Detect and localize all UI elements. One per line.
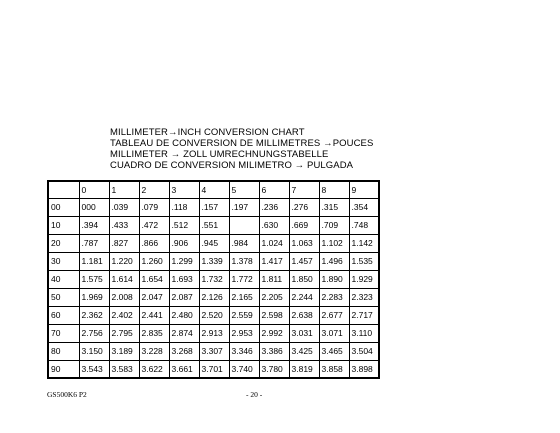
table-cell: 1.063 — [289, 234, 319, 252]
table-cell: 3.504 — [349, 342, 379, 360]
table-cell: 1.024 — [259, 234, 289, 252]
table-cell: 1.496 — [319, 252, 349, 270]
table-cell: .512 — [169, 216, 199, 234]
table-cell: 2.638 — [289, 306, 319, 324]
table-cell: 1.260 — [139, 252, 169, 270]
table-row — [48, 234, 379, 252]
column-header: 3 — [169, 181, 199, 198]
table-cell: 2.913 — [199, 324, 229, 342]
table-cell: 3.583 — [109, 360, 139, 378]
title-spanish: CUADRO DE CONVERSION MILIMETRO → PULGADA — [110, 160, 354, 171]
table-cell: 3.898 — [349, 360, 379, 378]
table-cell: .157 — [199, 198, 229, 216]
table-cell — [229, 216, 259, 234]
table-row — [48, 360, 379, 378]
chart-titles — [110, 127, 373, 171]
row-header: 30 — [48, 252, 79, 270]
table-cell: 3.307 — [199, 342, 229, 360]
row-header: 10 — [48, 216, 79, 234]
table-cell: 2.323 — [349, 288, 379, 306]
row-header: 40 — [48, 270, 79, 288]
table-cell: 1.811 — [259, 270, 289, 288]
table-cell: 3.858 — [319, 360, 349, 378]
table-cell: 2.677 — [319, 306, 349, 324]
table-cell: 3.189 — [109, 342, 139, 360]
table-row — [48, 252, 379, 270]
column-header: 7 — [289, 181, 319, 198]
table-cell: 2.559 — [229, 306, 259, 324]
table-cell: 1.614 — [109, 270, 139, 288]
table-cell: 2.795 — [109, 324, 139, 342]
table-cell: .433 — [109, 216, 139, 234]
table-cell: 3.780 — [259, 360, 289, 378]
table-cell: 3.740 — [229, 360, 259, 378]
table-cell: 1.732 — [199, 270, 229, 288]
table-cell: 2.047 — [139, 288, 169, 306]
table-cell: 2.205 — [259, 288, 289, 306]
footer-model: GS500K6 P2 — [47, 390, 87, 399]
table-cell: .236 — [259, 198, 289, 216]
table-cell: 2.126 — [199, 288, 229, 306]
table-cell: 2.480 — [169, 306, 199, 324]
table-cell: 1.378 — [229, 252, 259, 270]
table-cell: 3.543 — [79, 360, 109, 378]
table-cell: .276 — [289, 198, 319, 216]
table-cell: 1.575 — [79, 270, 109, 288]
table-row — [48, 342, 379, 360]
table-cell: 3.465 — [319, 342, 349, 360]
table-cell: .709 — [319, 216, 349, 234]
table-cell: 2.008 — [109, 288, 139, 306]
table-cell: .866 — [139, 234, 169, 252]
table-cell: 1.417 — [259, 252, 289, 270]
table-row — [48, 270, 379, 288]
table-cell: 3.110 — [349, 324, 379, 342]
table-row — [48, 324, 379, 342]
table-cell: .630 — [259, 216, 289, 234]
table-cell: .827 — [109, 234, 139, 252]
table-cell: 1.535 — [349, 252, 379, 270]
table-row — [48, 306, 379, 324]
row-header: 00 — [48, 198, 79, 216]
table-cell: 1.299 — [169, 252, 199, 270]
table-cell: 1.654 — [139, 270, 169, 288]
table-cell: .787 — [79, 234, 109, 252]
table-cell: 2.402 — [109, 306, 139, 324]
table-cell: 3.071 — [319, 324, 349, 342]
table-cell: 1.850 — [289, 270, 319, 288]
row-header: 50 — [48, 288, 79, 306]
row-header: 90 — [48, 360, 79, 378]
table-cell: 3.268 — [169, 342, 199, 360]
title-french: TABLEAU DE CONVERSION DE MILLIMETRES →POUCES — [110, 138, 374, 149]
table-cell: 2.717 — [349, 306, 379, 324]
table-cell: 2.244 — [289, 288, 319, 306]
row-header: 80 — [48, 342, 79, 360]
row-header: 60 — [48, 306, 79, 324]
table-cell: 2.756 — [79, 324, 109, 342]
title-german: MILLIMETER → ZOLL UMRECHNUNGSTABELLE — [110, 149, 329, 160]
table-cell: 2.835 — [139, 324, 169, 342]
table-cell: 3.386 — [259, 342, 289, 360]
table-cell: .945 — [199, 234, 229, 252]
page-number: - 20 - — [246, 390, 263, 399]
table-cell: 2.441 — [139, 306, 169, 324]
table-cell: .197 — [229, 198, 259, 216]
row-header: 20 — [48, 234, 79, 252]
table-cell: 1.220 — [109, 252, 139, 270]
column-header: 6 — [259, 181, 289, 198]
table-cell: 2.874 — [169, 324, 199, 342]
table-cell: 1.457 — [289, 252, 319, 270]
table-cell: .472 — [139, 216, 169, 234]
conversion-table — [47, 180, 380, 379]
table-cell: .118 — [169, 198, 199, 216]
table-cell: 1.339 — [199, 252, 229, 270]
table-cell: 3.228 — [139, 342, 169, 360]
table-cell: 3.701 — [199, 360, 229, 378]
table-cell: 2.087 — [169, 288, 199, 306]
table-cell: 3.661 — [169, 360, 199, 378]
table-cell: 1.890 — [319, 270, 349, 288]
table-row — [48, 288, 379, 306]
table-cell: .551 — [199, 216, 229, 234]
column-header: 9 — [349, 181, 379, 198]
table-cell: 2.992 — [259, 324, 289, 342]
table-cell: 3.622 — [139, 360, 169, 378]
column-header: 1 — [109, 181, 139, 198]
table-cell: 2.283 — [319, 288, 349, 306]
table-cell: 3.425 — [289, 342, 319, 360]
corner-cell — [48, 181, 79, 198]
table-cell: 3.031 — [289, 324, 319, 342]
table-cell: 3.346 — [229, 342, 259, 360]
table-row — [48, 216, 379, 234]
title-english: MILLIMETER→INCH CONVERSION CHART — [110, 127, 305, 138]
table-cell: 1.693 — [169, 270, 199, 288]
table-cell: .039 — [109, 198, 139, 216]
table-cell: .079 — [139, 198, 169, 216]
column-header: 8 — [319, 181, 349, 198]
table-cell: 2.520 — [199, 306, 229, 324]
header-row — [48, 181, 379, 198]
row-header: 70 — [48, 324, 79, 342]
table-cell: 2.953 — [229, 324, 259, 342]
table-cell: 2.165 — [229, 288, 259, 306]
table-cell: 1.969 — [79, 288, 109, 306]
table-cell: 3.150 — [79, 342, 109, 360]
table-cell: .394 — [79, 216, 109, 234]
table-cell: 000 — [79, 198, 109, 216]
table-cell: 2.362 — [79, 306, 109, 324]
table-cell: 2.598 — [259, 306, 289, 324]
table-cell: .354 — [349, 198, 379, 216]
table-cell: 1.772 — [229, 270, 259, 288]
column-header: 2 — [139, 181, 169, 198]
table-cell: 1.102 — [319, 234, 349, 252]
column-header: 5 — [229, 181, 259, 198]
column-header: 4 — [199, 181, 229, 198]
table-cell: .669 — [289, 216, 319, 234]
table-cell: .315 — [319, 198, 349, 216]
table-cell: .748 — [349, 216, 379, 234]
table-cell: .906 — [169, 234, 199, 252]
table-cell: 3.819 — [289, 360, 319, 378]
table-cell: .984 — [229, 234, 259, 252]
table-row — [48, 198, 379, 216]
table-cell: 1.929 — [349, 270, 379, 288]
table-cell: 1.181 — [79, 252, 109, 270]
table-cell: 1.142 — [349, 234, 379, 252]
column-header: 0 — [79, 181, 109, 198]
